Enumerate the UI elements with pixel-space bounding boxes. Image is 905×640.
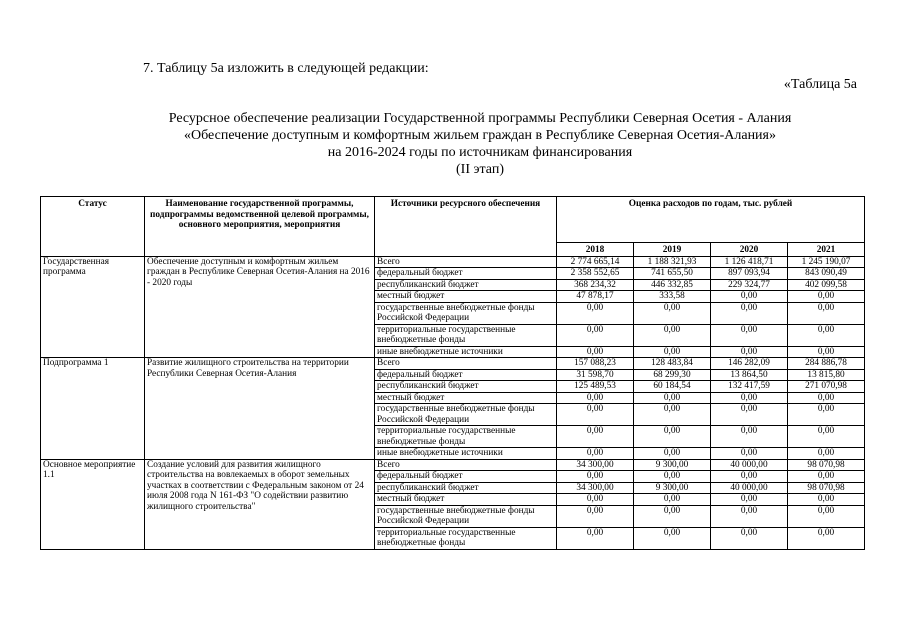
row-source: территориальные государственные внебюджетные фонды — [375, 426, 557, 448]
header-year-2019: 2019 — [634, 243, 711, 257]
row-value-2020: 0,00 — [711, 291, 788, 303]
row-status: Государственная программа — [41, 256, 145, 358]
row-source: территориальные государственные внебюджетные фонды — [375, 527, 557, 549]
row-value-2020: 0,00 — [711, 448, 788, 460]
header-year-2020: 2020 — [711, 243, 788, 257]
table-row — [41, 358, 865, 370]
row-value-2018: 47 878,17 — [557, 291, 634, 303]
row-value-2019: 0,00 — [634, 324, 711, 346]
row-source: республиканский бюджет — [375, 279, 557, 291]
row-value-2018: 0,00 — [557, 527, 634, 549]
row-value-2018: 368 234,32 — [557, 279, 634, 291]
row-value-2018: 34 300,00 — [557, 482, 634, 494]
row-source: федеральный бюджет — [375, 369, 557, 381]
row-value-2021: 98 070,98 — [788, 482, 865, 494]
row-value-2019: 0,00 — [634, 392, 711, 404]
row-value-2018: 0,00 — [557, 392, 634, 404]
row-source: территориальные государственные внебюджетные фонды — [375, 324, 557, 346]
title-line-1: Ресурсное обеспечение реализации Государственной программы Республики Северная Осетия - Алания — [168, 111, 792, 126]
row-source: государственные внебюджетные фонды Российской Федерации — [375, 404, 557, 426]
header-name: Наименование государственной программы, подпрограммы ведомственной целевой программы, основного мероприятия, мероприятия — [145, 197, 375, 257]
row-value-2021: 271 070,98 — [788, 381, 865, 393]
header-status: Статус — [41, 197, 145, 257]
row-value-2020: 146 282,09 — [711, 358, 788, 370]
header-estimate: Оценка расходов по годам, тыс. рублей — [557, 197, 865, 243]
row-value-2018: 0,00 — [557, 426, 634, 448]
row-value-2019: 0,00 — [634, 302, 711, 324]
row-value-2020: 0,00 — [711, 527, 788, 549]
row-value-2018: 0,00 — [557, 404, 634, 426]
row-value-2019: 60 184,54 — [634, 381, 711, 393]
row-value-2020: 0,00 — [711, 392, 788, 404]
row-value-2019: 0,00 — [634, 471, 711, 483]
row-value-2018: 0,00 — [557, 494, 634, 506]
row-value-2020: 0,00 — [711, 346, 788, 358]
table-row — [41, 256, 865, 268]
table-row — [41, 459, 865, 471]
row-value-2020: 40 000,00 — [711, 459, 788, 471]
row-value-2019: 68 299,30 — [634, 369, 711, 381]
row-value-2021: 0,00 — [788, 404, 865, 426]
row-source: государственные внебюджетные фонды Российской Федерации — [375, 302, 557, 324]
table-caption-tag: «Таблица 5а — [783, 77, 857, 92]
row-value-2019: 0,00 — [634, 426, 711, 448]
row-source: местный бюджет — [375, 494, 557, 506]
row-value-2021: 0,00 — [788, 291, 865, 303]
document-title — [60, 110, 900, 178]
row-value-2020: 229 324,77 — [711, 279, 788, 291]
row-source: государственные внебюджетные фонды Российской Федерации — [375, 505, 557, 527]
row-program-name: Обеспечение доступным и комфортным жильем граждан в Республике Северная Осетия-Алания на 2016 - 2020 годы — [145, 256, 375, 358]
row-source: федеральный бюджет — [375, 471, 557, 483]
row-source: Всего — [375, 459, 557, 471]
header-year-2018: 2018 — [557, 243, 634, 257]
row-value-2019: 0,00 — [634, 404, 711, 426]
row-value-2019: 1 188 321,93 — [634, 256, 711, 268]
row-program-name: Развитие жилищного строительства на территории Республики Северная Осетия-Алания — [145, 358, 375, 460]
row-value-2021: 1 245 190,07 — [788, 256, 865, 268]
row-value-2018: 125 489,53 — [557, 381, 634, 393]
title-line-3: на 2016-2024 годы по источникам финансирования — [327, 145, 633, 160]
row-program-name: Создание условий для развития жилищного строительства на вовлекаемых в оборот земельных участках в соответствии с Федеральным законом от 24 июля 2008 года N 161-ФЗ "О содействии развитию жилищного строительства" — [145, 459, 375, 549]
header-source: Источники ресурсного обеспечения — [375, 197, 557, 257]
row-value-2021: 0,00 — [788, 346, 865, 358]
row-value-2020: 0,00 — [711, 471, 788, 483]
row-value-2019: 741 655,50 — [634, 268, 711, 280]
row-value-2021: 0,00 — [788, 471, 865, 483]
row-source: Всего — [375, 256, 557, 268]
row-value-2019: 9 300,00 — [634, 482, 711, 494]
row-source: иные внебюджетные источники — [375, 448, 557, 460]
row-value-2018: 31 598,70 — [557, 369, 634, 381]
row-source: федеральный бюджет — [375, 268, 557, 280]
title-line-2: «Обеспечение доступным и комфортным жильем граждан в Республике Северная Осетия-Алания» — [184, 128, 776, 143]
row-value-2021: 843 090,49 — [788, 268, 865, 280]
row-value-2021: 0,00 — [788, 494, 865, 506]
row-value-2020: 1 126 418,71 — [711, 256, 788, 268]
intro-text: 7. Таблицу 5а изложить в следующей редакции: — [143, 61, 429, 76]
row-value-2018: 0,00 — [557, 448, 634, 460]
header-year-2021: 2021 — [788, 243, 865, 257]
row-value-2018: 0,00 — [557, 346, 634, 358]
row-source: Всего — [375, 358, 557, 370]
row-value-2020: 0,00 — [711, 324, 788, 346]
row-value-2020: 0,00 — [711, 505, 788, 527]
table-body — [41, 256, 865, 549]
row-value-2019: 446 332,85 — [634, 279, 711, 291]
row-value-2018: 0,00 — [557, 471, 634, 483]
row-value-2021: 402 099,58 — [788, 279, 865, 291]
row-value-2018: 0,00 — [557, 505, 634, 527]
row-value-2020: 0,00 — [711, 302, 788, 324]
row-value-2021: 284 886,78 — [788, 358, 865, 370]
row-value-2021: 0,00 — [788, 324, 865, 346]
row-value-2020: 897 093,94 — [711, 268, 788, 280]
row-status: Подпрограмма 1 — [41, 358, 145, 460]
row-value-2021: 0,00 — [788, 527, 865, 549]
row-value-2020: 40 000,00 — [711, 482, 788, 494]
row-source: иные внебюджетные источники — [375, 346, 557, 358]
row-source: республиканский бюджет — [375, 381, 557, 393]
row-value-2021: 0,00 — [788, 448, 865, 460]
row-value-2021: 0,00 — [788, 505, 865, 527]
row-value-2021: 98 070,98 — [788, 459, 865, 471]
row-value-2019: 333,58 — [634, 291, 711, 303]
row-value-2021: 0,00 — [788, 392, 865, 404]
row-value-2018: 2 774 665,14 — [557, 256, 634, 268]
row-value-2021: 13 815,80 — [788, 369, 865, 381]
row-status: Основное мероприятие 1.1 — [41, 459, 145, 549]
row-source: республиканский бюджет — [375, 482, 557, 494]
title-line-4: (II этап) — [456, 162, 504, 177]
row-value-2018: 34 300,00 — [557, 459, 634, 471]
row-value-2019: 0,00 — [634, 527, 711, 549]
row-value-2019: 0,00 — [634, 505, 711, 527]
row-value-2018: 2 358 552,65 — [557, 268, 634, 280]
row-value-2018: 157 088,23 — [557, 358, 634, 370]
row-value-2020: 13 864,50 — [711, 369, 788, 381]
row-value-2018: 0,00 — [557, 302, 634, 324]
row-value-2019: 9 300,00 — [634, 459, 711, 471]
row-value-2020: 0,00 — [711, 494, 788, 506]
row-value-2021: 0,00 — [788, 426, 865, 448]
row-value-2020: 132 417,59 — [711, 381, 788, 393]
row-value-2018: 0,00 — [557, 324, 634, 346]
row-value-2020: 0,00 — [711, 426, 788, 448]
row-value-2019: 0,00 — [634, 448, 711, 460]
row-value-2020: 0,00 — [711, 404, 788, 426]
row-value-2021: 0,00 — [788, 302, 865, 324]
row-source: местный бюджет — [375, 291, 557, 303]
resource-table — [40, 196, 865, 550]
row-value-2019: 128 483,84 — [634, 358, 711, 370]
row-value-2019: 0,00 — [634, 346, 711, 358]
row-value-2019: 0,00 — [634, 494, 711, 506]
row-source: местный бюджет — [375, 392, 557, 404]
